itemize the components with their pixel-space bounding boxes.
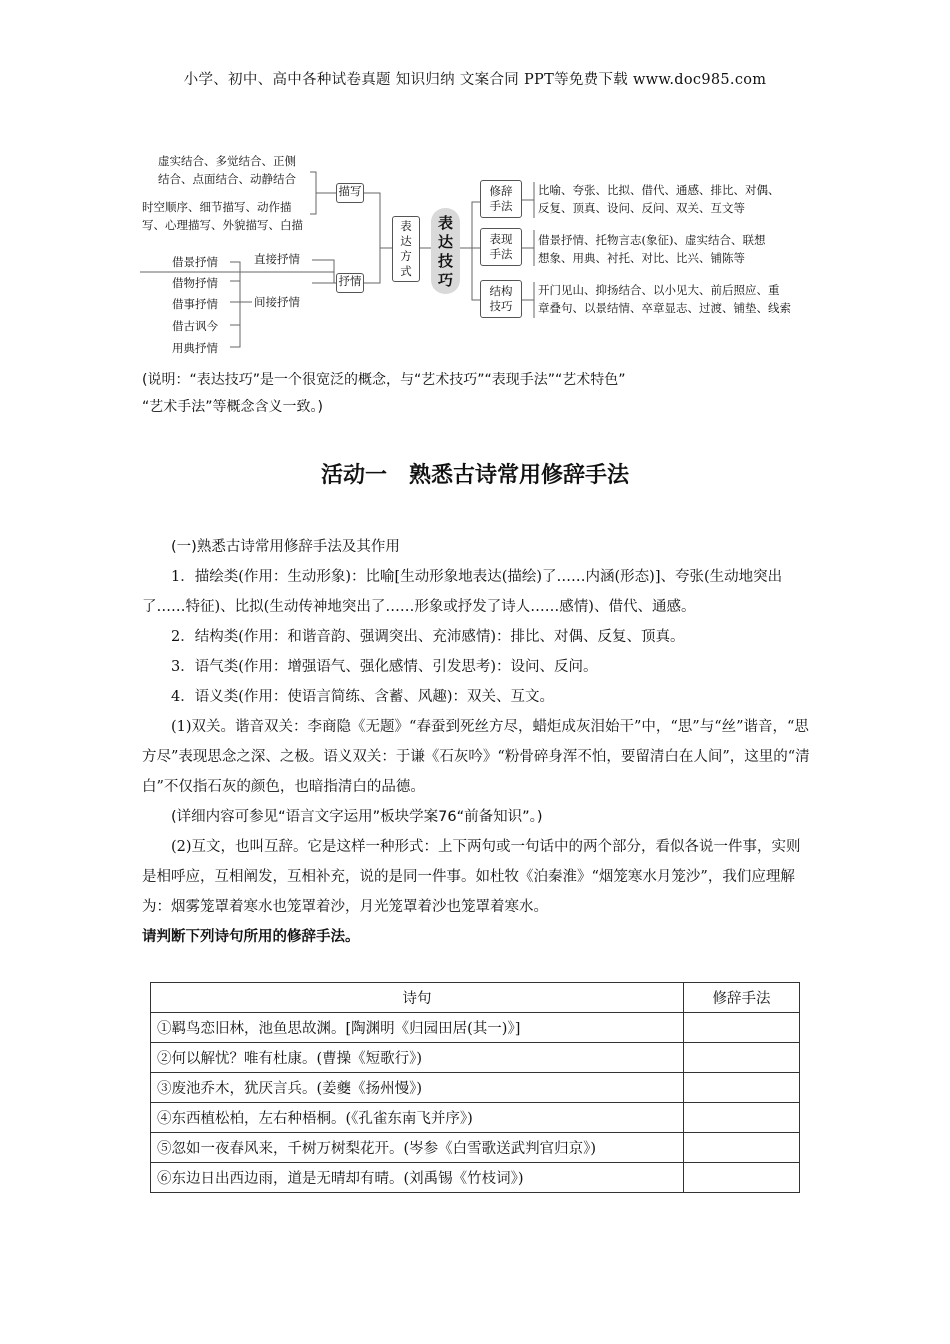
technique-line2: 想象、用典、衬托、对比、比兴、铺陈等 [538, 251, 745, 265]
column-header-poem: 诗句 [151, 983, 684, 1013]
lyric-item: 借物抒情 [172, 276, 218, 290]
answer-cell[interactable] [684, 1103, 800, 1133]
instruction: 请判断下列诗句所用的修辞手法。 [142, 929, 360, 945]
poem-cell: ④东西植松柏，左右种梧桐。(《孔雀东南飞并序》) [151, 1103, 684, 1133]
structure-line2: 章叠句、以景结情、卒章显志、过渡、铺垫、线索 [538, 301, 791, 315]
table-row [151, 1163, 800, 1193]
rhetoric-box [480, 180, 522, 218]
note [142, 367, 822, 421]
section-heading: (一)熟悉古诗常用修辞手法及其作用 [171, 539, 400, 555]
lyric-item: 借古讽今 [172, 319, 218, 333]
structure-label: 结构技巧 [489, 284, 513, 313]
answer-cell[interactable] [684, 1163, 800, 1193]
page-title: 活动一 熟悉古诗常用修辞手法 [320, 463, 629, 488]
column-header-rhetoric: 修辞手法 [684, 983, 800, 1013]
indirect-lyric: 间接抒情 [254, 295, 300, 309]
paragraph: (详细内容可参见“语言文字运用”板块学案76“前备知识”。) [171, 809, 543, 825]
paragraph: 1．描绘类(作用：生动形象)：比喻[生动形象地表达(描绘)了……内涵(形态)]、夸张(生动地突出了……特征)、比拟(生动传神地突出了……形象或抒发了诗人……感情)、借代、通感。 [142, 569, 783, 615]
table-row [151, 1133, 800, 1163]
poem-cell: ①羁鸟恋旧林，池鱼思故渊。[陶渊明《归园田居(其一)》] [151, 1013, 684, 1043]
body-text [142, 532, 812, 952]
answer-cell[interactable] [684, 1013, 800, 1043]
describe-left1-line1: 虚实结合、多觉结合、正侧 [158, 154, 296, 168]
direct-lyric: 直接抒情 [254, 252, 300, 266]
describe-left2-line1: 时空顺序、细节描写、动作描 [142, 200, 292, 214]
exercise-table [150, 982, 800, 1193]
paragraph: 2．结构类(作用：和谐音韵、强调突出、充沛感情)：排比、对偶、反复、顶真。 [171, 629, 685, 645]
lyric-item: 用典抒情 [172, 341, 218, 355]
technique-line1: 借景抒情、托物言志(象征)、虚实结合、联想 [538, 233, 766, 247]
describe-left1-line2: 结合、点面结合、动静结合 [158, 172, 296, 186]
center-label: 表达技巧 [438, 214, 454, 289]
rhetoric-line1: 比喻、夸张、比拟、借代、通感、排比、对偶、 [538, 183, 780, 197]
table-row [151, 1103, 800, 1133]
paragraph: 4．语义类(作用：使语言简练、含蓄、风趣)：双关、互文。 [171, 689, 555, 705]
table-header-row [151, 983, 800, 1013]
table-row [151, 1073, 800, 1103]
describe-box: 描写 [336, 183, 364, 203]
note-line1: (说明：“表达技巧”是一个很宽泛的概念，与“艺术技巧”“表现手法”“艺术特色” [142, 372, 626, 388]
paragraph: (2)互文，也叫互辞。它是这样一种形式：上下两句或一句话中的两个部分，看似各说一件事，实则是相呼应，互相阐发，互相补充，说的是同一件事。如杜牧《泊秦淮》“烟笼寒水月笼沙”，我们应理解为：烟雾笼罩着寒水也笼罩着沙，月光笼罩着沙也笼罩着寒水。 [142, 839, 801, 915]
paragraph: 3．语气类(作用：增强语气、强化感情、引发思考)：设问、反问。 [171, 659, 598, 675]
center-node [431, 208, 460, 294]
answer-cell[interactable] [684, 1133, 800, 1163]
table-row [151, 1043, 800, 1073]
rhetoric-label: 修辞手法 [489, 184, 513, 213]
structure-box [480, 280, 522, 318]
poem-cell: ⑤忽如一夜春风来，千树万树梨花开。(岑参《白雪歌送武判官归京》) [151, 1133, 684, 1163]
poem-cell: ②何以解忧？唯有杜康。(曹操《短歌行》) [151, 1043, 684, 1073]
answer-cell[interactable] [684, 1073, 800, 1103]
mind-map [140, 150, 820, 360]
rhetoric-line2: 反复、顶真、设问、反问、双关、互文等 [538, 201, 745, 215]
note-line2: “艺术手法”等概念含义一致。) [142, 399, 323, 415]
lyric-item: 借事抒情 [172, 297, 218, 311]
expression-mode-label: 表达方式 [400, 219, 412, 278]
expression-mode-box [392, 216, 420, 282]
expression-technique-label: 表现手法 [489, 232, 513, 261]
lyric-box: 抒情 [336, 273, 364, 293]
poem-cell: ⑥东边日出西边雨，道是无晴却有晴。(刘禹锡《竹枝词》) [151, 1163, 684, 1193]
structure-line1: 开门见山、抑扬结合、以小见大、前后照应、重 [538, 283, 780, 297]
table-row [151, 1013, 800, 1043]
lyric-item: 借景抒情 [172, 255, 218, 269]
describe-left2-line2: 写、心理描写、外貌描写、白描 [142, 218, 303, 232]
poem-cell: ③废池乔木，犹厌言兵。(姜夔《扬州慢》) [151, 1073, 684, 1103]
answer-cell[interactable] [684, 1043, 800, 1073]
paragraph: (1)双关。谐音双关：李商隐《无题》“春蚕到死丝方尽，蜡炬成灰泪始干”中，“思”与“丝”谐音，“思方尽”表现思念之深、之极。语义双关：于谦《石灰吟》“粉骨碎身浑不怕，要留清白在人间”，这里的“清白”不仅指石灰的颜色，也暗指清白的品德。 [142, 719, 810, 795]
expression-technique-box [480, 228, 522, 266]
page-header: 小学、初中、高中各种试卷真题 知识归纳 文案合同 PPT等免费下载 www.doc985.com [183, 72, 767, 88]
